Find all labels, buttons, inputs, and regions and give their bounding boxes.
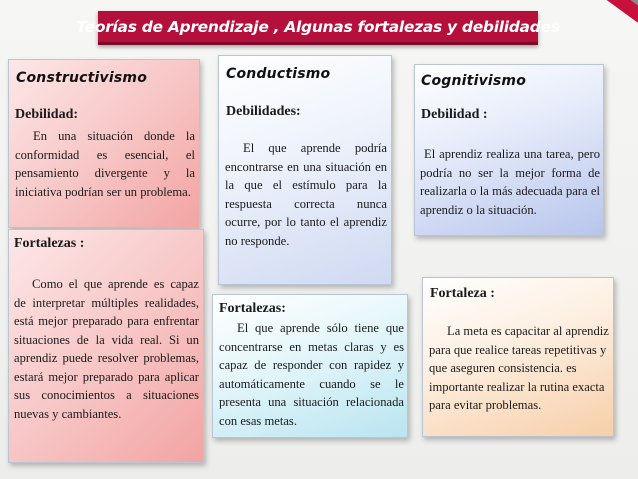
constructivismo-debilidad-text: En una situación donde la conformidad es esencial, el pensamiento divergente y la iniciativa podrían ser un problema.	[15, 129, 195, 199]
constructivismo-debilidad-card	[8, 59, 200, 228]
cognitivismo-fortaleza-card	[422, 277, 614, 437]
conductismo-fortalezas-label: Fortalezas:	[219, 301, 286, 316]
cognitivismo-heading: Cognitivismo	[421, 73, 527, 89]
cognitivismo-fortaleza-text: La meta es capacitar al aprendiz para que realice tareas repetitivas y que aseguren consistencia. es importante realizar la rutina exacta para evitar problemas.	[429, 324, 609, 412]
cognitivismo-fortaleza-label: Fortaleza :	[430, 286, 495, 301]
cognitivismo-debilidad-label: Debilidad :	[421, 107, 488, 122]
page-title: Teorías de Aprendizaje , Algunas fortalezas y debilidades	[76, 17, 560, 36]
conductismo-debilidades-card	[218, 55, 392, 285]
cognitivismo-debilidad-card	[414, 64, 604, 236]
conductismo-fortalezas-card	[212, 294, 408, 438]
constructivismo-heading: Constructivismo	[16, 70, 148, 86]
conductismo-debilidades-label: Debilidades:	[226, 104, 301, 119]
constructivismo-debilidad-label: Debilidad:	[15, 107, 79, 122]
constructivismo-fortalezas-card	[8, 229, 204, 463]
cognitivismo-debilidad-text: El aprendiz realiza una tarea, pero podría no ser la mejor forma de realizarla o la más adecuada para el aprendiz o la situación.	[420, 147, 600, 217]
constructivismo-fortalezas-text: Como el que aprende es capaz de interpretar múltiples realidades, está mejor preparado para enfrentar situaciones de la vida real. Si un aprendiz puede resolver problemas, estará mejor preparado para aplicar sus conocimientos a situaciones nuevas y cambiantes.	[14, 277, 199, 421]
title-banner	[76, 11, 560, 45]
constructivismo-fortalezas-label: Fortalezas :	[14, 236, 85, 251]
conductismo-heading: Conductismo	[226, 66, 331, 82]
conductismo-debilidades-text: El que aprende podría encontrarse en una situación en la que el estímulo para la respuesta correcta nunca ocurre, por lo tanto el aprendiz no responde.	[225, 141, 387, 248]
conductismo-fortalezas-text: El que aprende sólo tiene que concentrarse en metas claras y es capaz de responder con rapidez y automáticamente cuando se le presenta una situación relacionada con esas metas.	[219, 321, 404, 428]
